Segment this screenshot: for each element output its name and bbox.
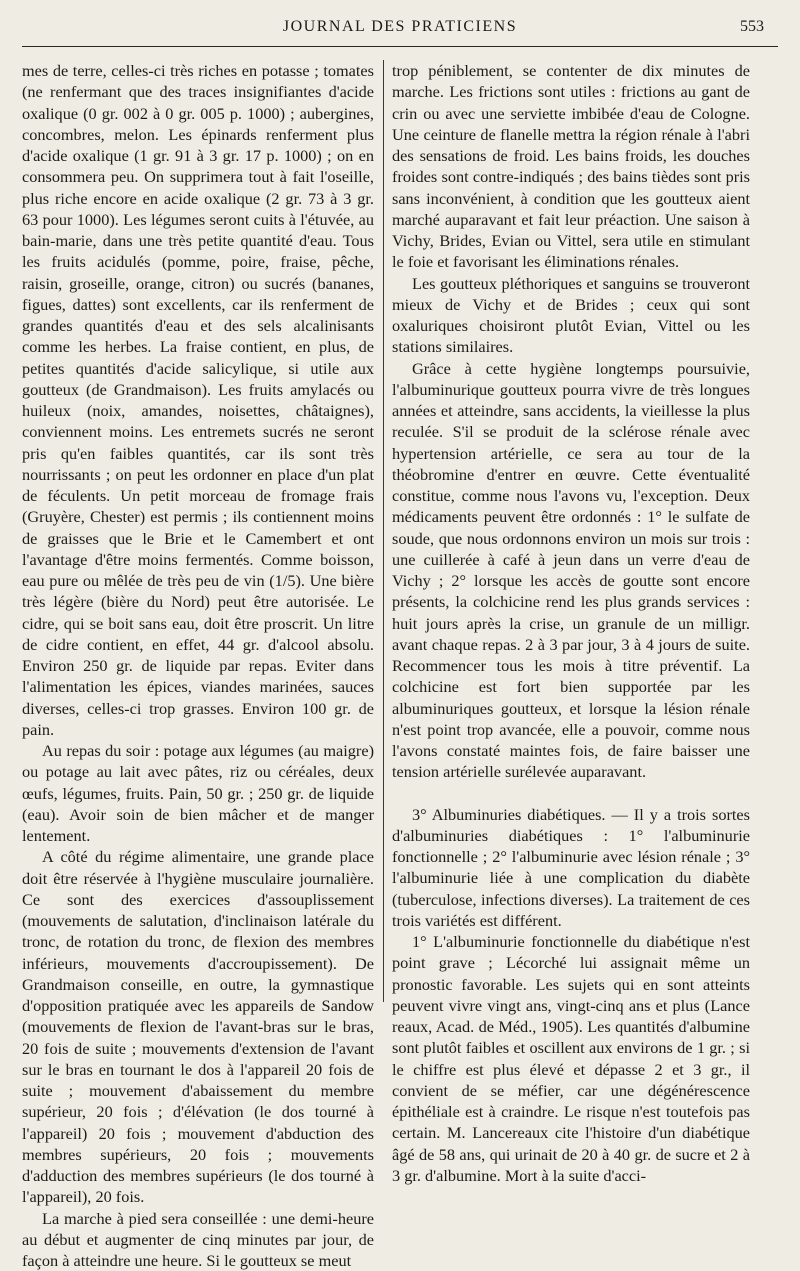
paragraph: A côté du régime alimentaire, une grande place doit être réservée à l'hygiène musculaire journalière. Ce sont des exercices d'assouplissement (mouvements de salutation, d'inclinaison latérale du tronc, de rotation du tronc, de flexion des membres inférieurs, mouvements d'accroupissement). De Grandmaison conseille, en outre, la gymnastique d'opposition pratiquée avec les appareils de Sandow (mouvements de flexion de l'avant-bras sur le bras, 20 fois de suite ; mouvements d'extension de l'avant sur le bras en tournant le dos à l'appareil 20 fois de suite ; mouvement d'abaissement du membre supérieur, 20 fois ; d'élévation (le dos tourné à l'appareil) 20 fois ; mouvement d'abduction des membres supérieurs, 20 fois ; mouvements d'adduction des membres supérieurs (le dos tourné à l'appareil), 20 fois. [22,846,374,1207]
paragraph: Les goutteux pléthoriques et sanguins se trouveront mieux de Vichy et de Brides ; ceux qui sont oxaluriques choisiront plutôt Evian, Vittel ou les stations similaires. [392,273,750,358]
running-header [22,14,778,44]
page-number: 553 [740,18,764,36]
paragraph: La marche à pied sera conseillée : une demi-heure au début et augmenter de cinq minutes par jour, de façon à atteindre une heure. Si le goutteux se meut [22,1208,374,1271]
section-heading-paragraph: 3° Albuminuries diabétiques. — Il y a trois sortes d'albuminuries diabétiques : 1° l'albuminurie fonctionnelle ; 2° l'albuminurie avec lésion rénale ; 3° l'albuminurie liée à une complication du diabète (tuberculose, infections diverses). La traitement de ces trois variétés est différent. [392,804,750,932]
paragraph: Au repas du soir : potage aux légumes (au maigre) ou potage au lait avec pâtes, riz ou céréales, deux œufs, légumes, fruits. Pain, 50 gr. ; 250 gr. de liquide (eau). Avoir soin de bien mâcher et de manger lentement. [22,740,374,846]
paragraph: Grâce à cette hygiène longtemps poursuivie, l'albuminurique goutteux pourra vivre de très longues années et atteindre, sans accidents, la vieillesse la plus reculée. S'il se produit de la sclérose rénale avec hypertension artérielle, ce sera au tour de la théobromine d'entrer en œuvre. Cette éventualité constitue, comme nous l'avons vu, l'exception. Deux médicaments peuvent être ordonnés : 1° le sulfate de soude, que nous ordonnons environ un mois sur trois : une cuillerée à café à jeun dans un verre d'eau de Vichy ; 2° lorsque les accès de goutte sont encore présents, la colchicine rend les plus grands services : huit jours après la crise, un granule de un milligr. avant chaque repas. 2 à 3 par jour, 3 à 4 jours de suite. Recommencer tous les mois à titre préventif. La colchicine est fort bien supportée par les albuminuriques goutteux, et lorsque la lésion rénale n'est point trop avancée, elle a pouvoir, comme nous l'avons constaté maintes fois, de faire baisser une tension artérielle surélevée auparavant. [392,358,750,783]
header-rule [22,46,778,47]
paragraph: 1° L'albuminurie fonctionnelle du diabétique n'est point grave ; Lécorché lui assignait même un pronostic favorable. Les sujets qui en sont atteints peuvent vivre vingt ans, vingt-cinq ans et plus (Lance reaux, Acad. de Méd., 1905). Les quantités d'albumine sont plutôt faibles et oscillent aux environs de 1 gr. ; si le chiffre est plus élevé et dépasse 2 et 3 gr., il convient de se méfier, car une dégénérescence épithéliale est à craindre. Le risque n'est toutefois pas certain. M. Lancereaux cite l'histoire d'un diabétique âgé de 58 ans, qui urinait de 20 à 40 gr. de sucre et 2 à 3 gr. d'albumine. Mort à la suite d'acci- [392,931,750,1186]
column-divider [383,60,384,1002]
paragraph: trop péniblement, se contenter de dix minutes de marche. Les frictions sont utiles : frictions au gant de crin ou avec une serviette imbibée d'eau de Cologne. Une ceinture de flanelle mettra la région rénale à l'abri des sensations de froid. Les bains froids, les douches froides sont contre-indiqués ; des bains tièdes sont pris sans inconvénient, à condition que les goutteux aient marché auparavant et fait leur préaction. Une saison à Vichy, Brides, Evian ou Vittel, sera utile en stimulant le foie et favorisant les éliminations rénales. [392,60,750,273]
right-column [392,60,750,1186]
left-column [22,60,374,1271]
paragraph: mes de terre, celles-ci très riches en potasse ; tomates (ne renfermant que des traces insignifiantes d'acide oxalique (0 gr. 002 à 0 gr. 005 p. 1000) ; aubergines, concombres, melon. Les épinards renferment plus d'acide oxalique (1 gr. 91 à 3 gr. 17 p. 1000) ; on en consommera peu. On supprimera tout à fait l'oseille, plus riche encore en acide oxalique (2 gr. 73 à 3 gr. 63 pour 1000). Les légumes seront cuits à l'étuvée, au bain-marie, dans une très petite quantité d'eau. Tous les fruits acidulés (pomme, poire, fraise, pêche, raisin, groseille, orange, citron) ou sucrés (bananes, figues, dattes) sont excellents, car ils renferment de grandes quantités d'eau et des sels alcalinisants comme les herbes. La fraise contient, en plus, de petites quantités d'acide salicylique, si utile aux goutteux (de Grandmaison). Les fruits amylacés ou huileux (noix, amandes, noisettes, châtaignes), conviennent moins. Les entremets sucrés ne seront pris qu'en faibles quantités, car ils sont très nourrissants ; on peut les ordonner en place d'un plat de féculents. Un petit morceau de fromage frais (Gruyère, Chester) est permis ; ils contiennent moins de graisses que le Brie et le Camembert et ont l'avantage d'être moins fermentés. Comme boisson, eau pure ou mêlée de très peu de vin (1/5). Une bière très légère (bière du Nord) peut être autorisée. Le cidre, qui se boit sans eau, doit être proscrit. Un litre de cidre contient, en effet, 44 gr. d'alcool absolu. Environ 250 gr. de liquide par repas. Eviter dans l'alimentation les épices, viandes marinées, sauces diverses, celles-ci trop grasses. Environ 100 gr. de pain. [22,60,374,740]
journal-title: JOURNAL DES PRATICIENS [22,18,778,36]
